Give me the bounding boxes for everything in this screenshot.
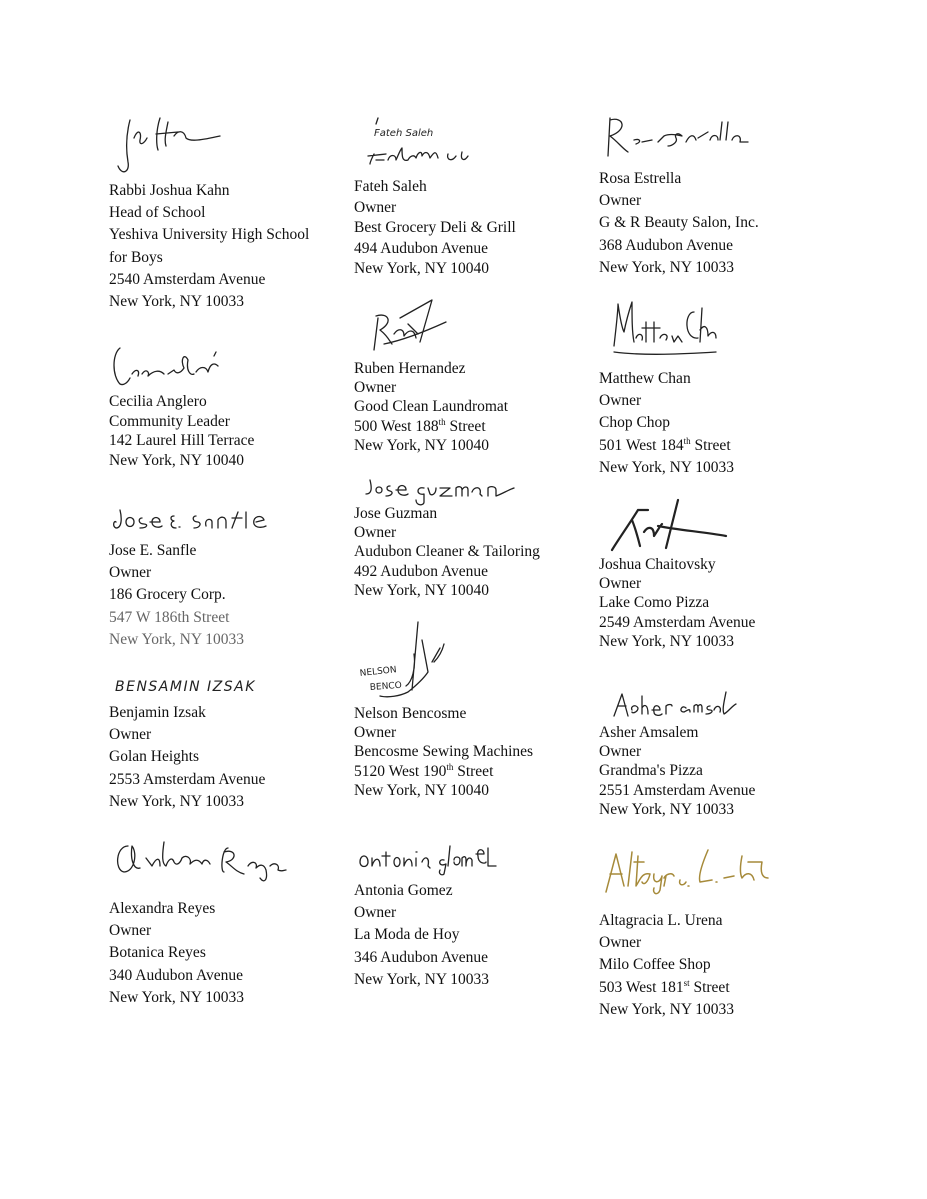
signatory-org: Grandma's Pizza — [599, 762, 703, 780]
signatory-city: New York, NY 10040 — [354, 781, 490, 799]
signature-joshua-chaitovsky — [608, 496, 728, 556]
signatory-block-8 — [354, 504, 540, 600]
signatory-block-6 — [354, 177, 516, 280]
signatory-block-5 — [109, 898, 244, 1009]
signatory-city: New York, NY 10033 — [599, 258, 735, 276]
signatory-city: New York, NY 10040 — [354, 436, 490, 454]
signature-benjamin-izsak — [113, 672, 293, 698]
signatory-address: 2551 Amsterdam Avenue — [599, 781, 756, 799]
signature-altagracia-urena — [602, 842, 772, 898]
signatory-address: 501 West 184th Street — [599, 435, 731, 454]
signatory-address: 346 Audubon Avenue — [354, 948, 489, 966]
signatory-block-9 — [354, 704, 533, 800]
signatory-name: Joshua Chaitovsky — [599, 556, 716, 573]
signatory-address: 503 West 181st Street — [599, 977, 730, 996]
signatory-city: New York, NY 10040 — [354, 260, 490, 277]
signatory-title: Owner — [354, 724, 397, 742]
signatory-address: 494 Audubon Avenue — [354, 239, 489, 257]
signatory-city: New York, NY 10033 — [599, 458, 735, 476]
signatory-org: Yeshiva University High School — [109, 226, 310, 244]
signatory-block-10 — [354, 880, 489, 991]
signature-text-line1: NELSON — [359, 665, 398, 679]
signatory-org: Audubon Cleaner & Tailoring — [354, 543, 540, 561]
signatory-org: Botanica Reyes — [109, 944, 206, 962]
signatory-title: Owner — [354, 198, 397, 216]
signatory-name: Antonia Gomez — [354, 882, 453, 899]
signatory-block-13 — [599, 555, 755, 651]
signatory-title: Owner — [599, 392, 642, 410]
signatory-title: Owner — [354, 524, 397, 542]
signatory-org: Chop Chop — [599, 414, 671, 432]
signatory-name: Matthew Chan — [599, 370, 691, 387]
signatory-address: 2540 Amsterdam Avenue — [109, 270, 266, 288]
signature-fateh-saleh — [362, 116, 472, 166]
signatory-name: Jose Guzman — [354, 505, 438, 522]
signature-antonia-gomez — [358, 840, 498, 876]
signatory-address: 340 Audubon Avenue — [109, 966, 244, 984]
signatory-name: Ruben Hernandez — [354, 360, 466, 377]
signatory-name: Rosa Estrella — [599, 170, 682, 187]
signatory-address: 2553 Amsterdam Avenue — [109, 770, 266, 788]
signatory-city: New York, NY 10040 — [109, 451, 245, 469]
signatory-city: New York, NY 10033 — [109, 630, 245, 648]
signature-text: BENSAMIN IZSAK — [115, 679, 256, 695]
signature-text-line2: BENCO — [369, 680, 403, 693]
signature-joshua-kahn — [112, 110, 232, 180]
signatory-title: Community Leader — [109, 412, 230, 430]
signatory-org: Good Clean Laundromat — [354, 398, 509, 416]
signatory-title: Owner — [109, 726, 152, 744]
signatory-org-cont: for Boys — [109, 248, 163, 266]
signatory-address: 142 Laurel Hill Terrace — [109, 432, 255, 449]
signatory-address: 368 Audubon Avenue — [599, 236, 734, 254]
signatory-address: 492 Audubon Avenue — [354, 562, 489, 580]
signature-alexandra-reyes — [112, 836, 292, 886]
signature-asher-amsalem — [610, 688, 740, 720]
signatory-name: Cecilia Anglero — [109, 393, 207, 410]
signatory-org: Milo Coffee Shop — [599, 956, 711, 974]
signatory-block-15 — [599, 910, 734, 1021]
signatory-name: Altagracia L. Urena — [599, 912, 723, 929]
signatory-block-2 — [109, 392, 254, 470]
signatory-block-7 — [354, 359, 508, 455]
signatory-title: Owner — [599, 934, 642, 952]
signatory-city: New York, NY 10033 — [109, 293, 245, 311]
signatory-title: Owner — [109, 564, 152, 582]
signatory-org: La Moda de Hoy — [354, 926, 460, 944]
signatory-city: New York, NY 10033 — [354, 970, 490, 988]
signatory-name: Benjamin Izsak — [109, 704, 206, 721]
signatory-title: Owner — [599, 575, 642, 593]
signatory-city: New York, NY 10040 — [354, 581, 490, 599]
signatory-city: New York, NY 10033 — [599, 800, 735, 818]
signature-text-line1: Fateh Saleh — [374, 128, 434, 139]
signatory-title: Owner — [354, 904, 397, 922]
signature-rosa-estrella — [602, 112, 752, 162]
signatory-title: Head of School — [109, 204, 206, 222]
signatory-name: Jose E. Sanfle — [109, 542, 197, 559]
signatory-title: Owner — [354, 379, 397, 397]
signatory-name: Rabbi Joshua Kahn — [109, 182, 230, 199]
signatory-org: G & R Beauty Salon, Inc. — [599, 214, 759, 232]
signature-jose-sanfle — [112, 500, 272, 536]
signatory-org: Best Grocery Deli & Grill — [354, 219, 516, 236]
signatory-block-14 — [599, 723, 755, 819]
signature-matthew-chan — [604, 298, 724, 362]
signatory-address: 5120 West 190th Street — [354, 761, 494, 780]
signatory-block-11 — [599, 168, 759, 279]
signatory-name: Fateh Saleh — [354, 178, 427, 195]
signatory-address: 547 W 186th Street — [109, 608, 230, 626]
signatory-org: Bencosme Sewing Machines — [354, 743, 534, 761]
signature-cecilia-anglero — [110, 340, 230, 390]
signatory-city: New York, NY 10033 — [109, 792, 245, 810]
signatory-org: Lake Como Pizza — [599, 594, 710, 612]
signatory-block-1 — [109, 180, 309, 313]
signatory-name: Asher Amsalem — [599, 724, 699, 741]
signatory-block-12 — [599, 368, 734, 479]
signatory-title: Owner — [109, 922, 152, 940]
signatory-city: New York, NY 10033 — [599, 1000, 735, 1018]
signatory-title: Owner — [599, 743, 642, 761]
signature-jose-guzman — [362, 474, 522, 506]
signatory-name: Alexandra Reyes — [109, 900, 216, 917]
signatory-block-4 — [109, 702, 265, 813]
signatory-address: 2549 Amsterdam Avenue — [599, 613, 756, 631]
signature-ruben-hernandez — [354, 298, 454, 360]
signatory-address: 500 West 188th Street — [354, 416, 486, 435]
signatory-city: New York, NY 10033 — [599, 632, 735, 650]
signatory-city: New York, NY 10033 — [109, 988, 245, 1006]
signature-nelson-bencosme — [358, 618, 468, 708]
signatory-org: 186 Grocery Corp. — [109, 586, 226, 604]
signatory-block-3 — [109, 540, 244, 651]
signatory-name: Nelson Bencosme — [354, 705, 467, 722]
signatory-org: Golan Heights — [109, 748, 199, 766]
signatory-title: Owner — [599, 192, 642, 210]
